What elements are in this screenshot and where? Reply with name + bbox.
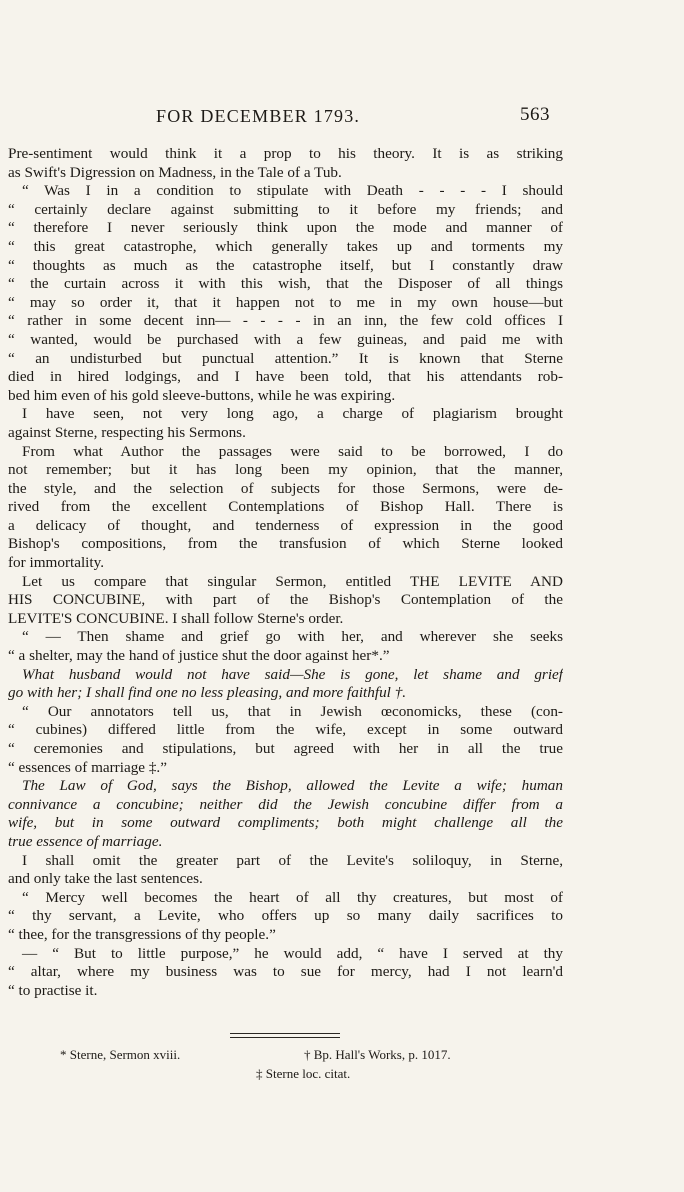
text-line: “ ceremonies and stipulations, but agreed with her in all the true <box>8 740 563 757</box>
text-line: rived from the excellent Contemplations of Bishop Hall. There is <box>8 498 563 516</box>
text-line: “ thy servant, a Levite, who offers up so many daily sacrifices to <box>8 907 563 925</box>
text-line: “ a shelter, may the hand of justice shut the door against her*.” <box>8 647 390 665</box>
text-line: — “ But to little purpose,” he would add, “ have I served at thy <box>22 944 563 962</box>
text-line: “ — Then shame and grief go with her, and wherever she seeks <box>22 628 563 646</box>
text-line: From what Author the passages were said to be borrowed, I do <box>22 442 563 460</box>
text-line: Let us compare that singular Sermon, entitled THE LEVITE AND <box>22 572 563 590</box>
text-line: died in hired lodgings, and I have been told, that his attendants rob- <box>8 368 563 386</box>
text-line: “ cubines) differed little from the wife, except in some outward <box>8 721 563 739</box>
text-line: “ essences of marriage ‡.” <box>8 758 167 776</box>
text-line: HIS CONCUBINE, with part of the Bishop's Contemplation of the <box>8 591 563 609</box>
text-line: connivance a concubine; neither did the Jewish concubine differ from a <box>8 795 563 813</box>
text-line: bed him even of his gold sleeve-buttons, while he was expiring. <box>8 386 396 404</box>
footnote: † Bp. Hall's Works, p. 1017. <box>304 1047 451 1062</box>
text-line: What husband would not have said—She is gone, let shame and grief <box>22 665 563 683</box>
text-line: “ this great catastrophe, which generally takes up and torments my <box>8 237 563 255</box>
text-line: “ Mercy well becomes the heart of all thy creatures, but most of <box>22 888 563 906</box>
text-line: The Law of God, says the Bishop, allowed the Levite a wife; human <box>22 777 563 795</box>
text-line: against Sterne, respecting his Sermons. <box>8 423 246 441</box>
text-line: “ an undisturbed but punctual attention.” It is known that Sterne <box>8 349 563 367</box>
footnote: ‡ Sterne loc. citat. <box>256 1066 351 1081</box>
text-line: “ the curtain across it with this wish, that the Disposer of all things <box>8 275 563 293</box>
text-line: not remember; but it has long been my opinion, that the manner, <box>8 461 563 479</box>
body-text <box>8 145 563 1000</box>
text-line: for immortality. <box>8 554 105 572</box>
text-line: go with her; I shall find one no less pleasing, and more faithful †. <box>8 684 407 702</box>
text-line: Bishop's compositions, from the transfusion of which Sterne looked <box>8 535 563 553</box>
text-line: as Swift's Digression on Madness, in the Tale of a Tub. <box>8 163 342 181</box>
text-line: LEVITE'S CONCUBINE. I shall follow Sterne's order. <box>8 609 344 627</box>
footnote-rule <box>230 1033 340 1034</box>
text-line: “ Our annotators tell us, that in Jewish œconomicks, these (con- <box>22 702 563 720</box>
text-line: wife, but in some outward compliments; both might challenge all the <box>8 814 563 832</box>
text-line: Pre-sentiment would think it a prop to his theory. It is as striking <box>8 145 563 162</box>
text-line: true essence of marriage. <box>8 832 163 850</box>
text-line: I shall omit the greater part of the Levite's soliloquy, in Sterne, <box>22 851 563 869</box>
text-line: a delicacy of thought, and tenderness of expression in the good <box>8 516 563 534</box>
text-line: the style, and the selection of subjects for those Sermons, were de- <box>8 479 563 497</box>
text-line: and only take the last sentences. <box>8 870 203 888</box>
text-line: “ thee, for the transgressions of thy people.” <box>8 925 276 943</box>
text-line: “ altar, where my business was to sue for mercy, had I not learn'd <box>8 963 563 981</box>
text-line: “ may so order it, that it happen not to me in my own house—but <box>8 293 563 311</box>
text-line: “ certainly declare against submitting to it before my friends; and <box>8 200 563 218</box>
page-number: 563 <box>520 104 550 125</box>
footnote: * Sterne, Sermon xviii. <box>60 1047 181 1062</box>
text-line: “ wanted, would be purchased with a few guineas, and paid me with <box>8 330 563 348</box>
text-line: “ therefore I never seriously think upon the mode and manner of <box>8 219 563 237</box>
text-line: “ rather in some decent inn— - - - - in an inn, the few cold offices I <box>8 312 563 330</box>
text-line: “ to practise it. <box>8 981 98 999</box>
footnote-rule-thin <box>230 1037 340 1038</box>
text-line: “ Was I in a condition to stipulate with Death - - - - I should <box>22 182 563 200</box>
text-line: “ thoughts as much as the catastrophe itself, but I constantly draw <box>8 256 563 274</box>
page-header <box>0 106 684 136</box>
text-line: I have seen, not very long ago, a charge of plagiarism brought <box>22 405 563 423</box>
running-head: FOR DECEMBER 1793. <box>156 106 361 126</box>
